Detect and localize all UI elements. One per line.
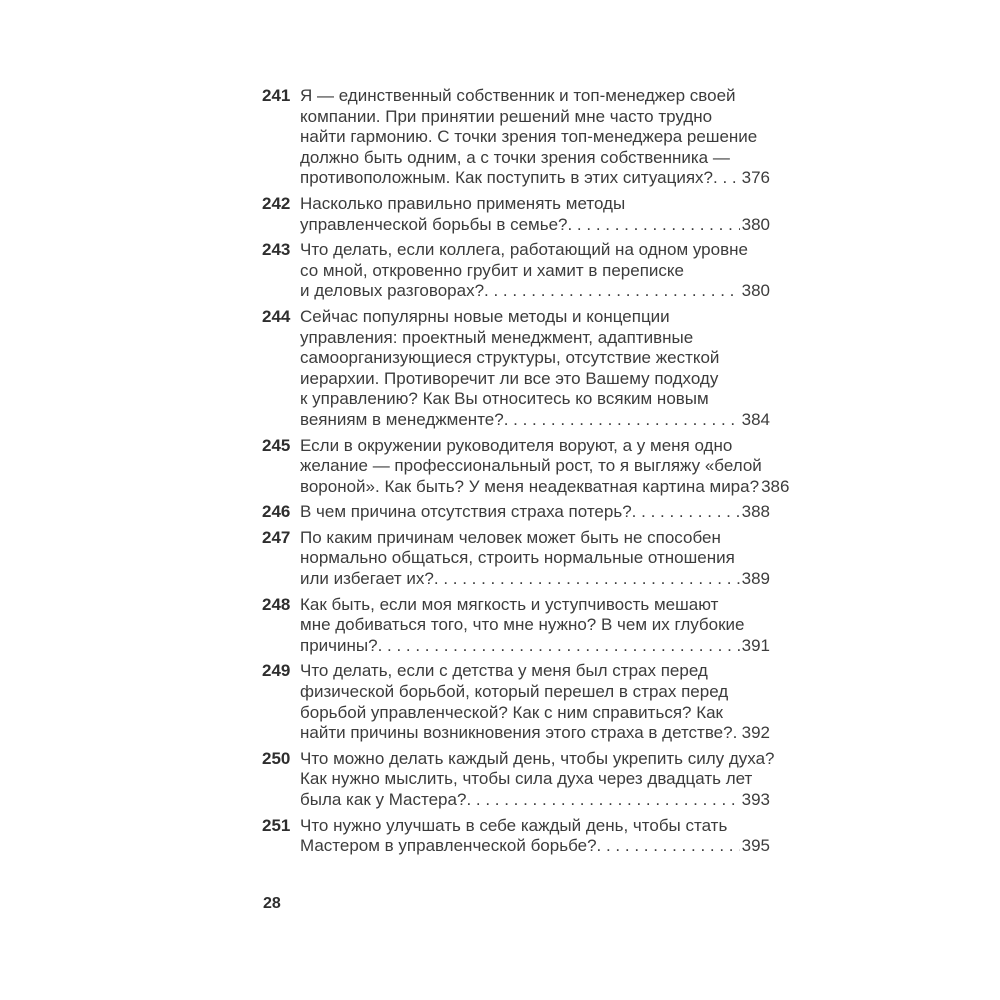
entry-page-ref: 391 [741,635,770,655]
text-line: нормально общаться, строить нормальные отношения [300,548,735,568]
text-line: должно быть одним, а с точки зрения собственника — [300,147,730,167]
dot-leader [733,723,740,744]
entry-number: 246 [262,502,291,522]
text-line: иерархии. Противоречит ли все это Вашему подходу [300,368,719,388]
dot-leader [597,836,740,857]
text-line: Что нужно улучшать в себе каждый день, чтобы стать [300,815,728,835]
entry-last-line [300,790,770,811]
entry-number: 245 [262,435,291,455]
text-line: Как нужно мыслить, чтобы сила духа через двадцать лет [300,769,753,789]
toc-entry [262,240,770,302]
text-line: или избегает их? [300,569,434,589]
entry-last-line [300,636,770,657]
text-line: Как быть, если моя мягкость и уступчивость мешают [300,594,719,614]
entry-text [300,748,775,811]
entry-number: 247 [262,527,291,547]
toc-entry [262,816,770,857]
text-line: Если в окружении руководителя воруют, а у меня одно [300,435,733,455]
entry-text [300,86,770,189]
text-line: Насколько правильно применять методы [300,193,626,213]
dot-leader [466,790,739,811]
text-line: найти гармонию. С точки зрения топ-менеджера решение [300,127,758,147]
text-line: Я — единственный собственник и топ-менеджер своей [300,86,736,105]
entry-last-line [300,410,770,431]
text-line: найти причины возникновения этого страха в детстве? [300,723,733,743]
entry-page-ref: 388 [741,502,770,522]
entry-text [300,435,790,498]
text-line: к управлению? Как Вы относитесь ко всяким новым [300,389,709,409]
entry-last-line [300,502,770,523]
toc-entry [262,661,770,743]
text-line: физической борьбой, который перешел в страх перед [300,682,729,702]
table-of-contents [262,86,790,862]
entry-page-ref: 380 [741,281,770,301]
text-line: В чем причина отсутствия страха потерь? [300,502,632,522]
entry-page-ref: 376 [741,168,770,188]
dot-leader [567,215,739,236]
text-line: и деловых разговорах? [300,281,485,301]
text-line: По каким причинам человек может быть не способен [300,527,721,547]
entry-text [300,528,770,590]
text-line: вороной». Как быть? У меня неадекватная картина мира? [300,476,760,496]
entry-number: 248 [262,594,291,614]
entry-last-line [300,168,770,189]
toc-entry [262,748,775,811]
text-line: со мной, откровенно грубит и хамит в переписке [300,260,684,280]
entry-page-ref: 386 [761,476,790,496]
entry-number: 244 [262,306,291,326]
entry-page-ref: 395 [741,836,770,856]
text-line: причины? [300,635,378,655]
entry-page-ref: 380 [741,214,770,234]
dot-leader [434,569,740,590]
text-line: Сейчас популярны новые методы и концепции [300,306,670,326]
entry-page-ref: 393 [741,790,770,809]
entry-number: 250 [262,748,291,768]
entry-text [300,661,770,743]
toc-entry [262,528,770,590]
entry-page-ref: 389 [741,569,770,589]
text-line: мне добиваться того, что мне нужно? В чем их глубокие [300,615,745,635]
toc-entry [262,502,770,523]
entry-page-ref: 392 [741,723,770,743]
text-line: управленческой борьбы в семье? [300,214,568,234]
entry-last-line [300,569,770,590]
entry-text [300,240,770,302]
dot-leader [504,410,740,431]
entry-number: 242 [262,193,291,213]
entry-last-line [300,281,770,302]
entry-number: 251 [262,815,291,835]
dot-leader [713,168,740,189]
text-line: самоорганизующиеся структуры, отсутствие жесткой [300,348,720,368]
entry-number: 243 [262,240,291,260]
entry-last-line [300,723,770,744]
text-line: противоположным. Как поступить в этих ситуациях? [300,168,714,188]
entry-last-line [300,836,770,857]
text-line: Мастером в управленческой борьбе? [300,836,597,856]
entry-text [300,816,770,857]
text-line: была как у Мастера? [300,790,467,809]
dot-leader [632,502,740,523]
text-line: желание — профессиональный рост, то я выгляжу «белой [300,456,762,476]
text-line: управления: проектный менеджмент, адаптивные [300,327,694,347]
toc-entry [262,435,790,498]
text-line: веяниям в менеджменте? [300,409,504,429]
entry-text [300,194,770,235]
entry-text [300,307,770,431]
entry-number: 249 [262,661,291,681]
entry-text [300,502,770,523]
text-line: Что можно делать каждый день, чтобы укрепить силу духа? [300,748,775,768]
dot-leader [484,281,740,302]
entry-page-ref: 384 [741,409,770,429]
page-number: 28 [263,895,281,912]
text-line: компании. При принятии решений мне часто трудно [300,106,713,126]
text-line: Что делать, если коллега, работающий на одном уровне [300,240,748,260]
entry-last-line [300,215,770,236]
toc-entry [262,307,770,431]
toc-entry [262,595,770,657]
text-line: Что делать, если с детства у меня был страх перед [300,661,708,681]
toc-entry [262,194,770,235]
toc-entry [262,86,770,189]
dot-leader [378,636,740,657]
entry-last-line [300,476,790,498]
entry-number: 241 [262,86,291,105]
text-line: борьбой управленческой? Как с ним справиться? Как [300,702,723,722]
entry-text [300,595,770,657]
